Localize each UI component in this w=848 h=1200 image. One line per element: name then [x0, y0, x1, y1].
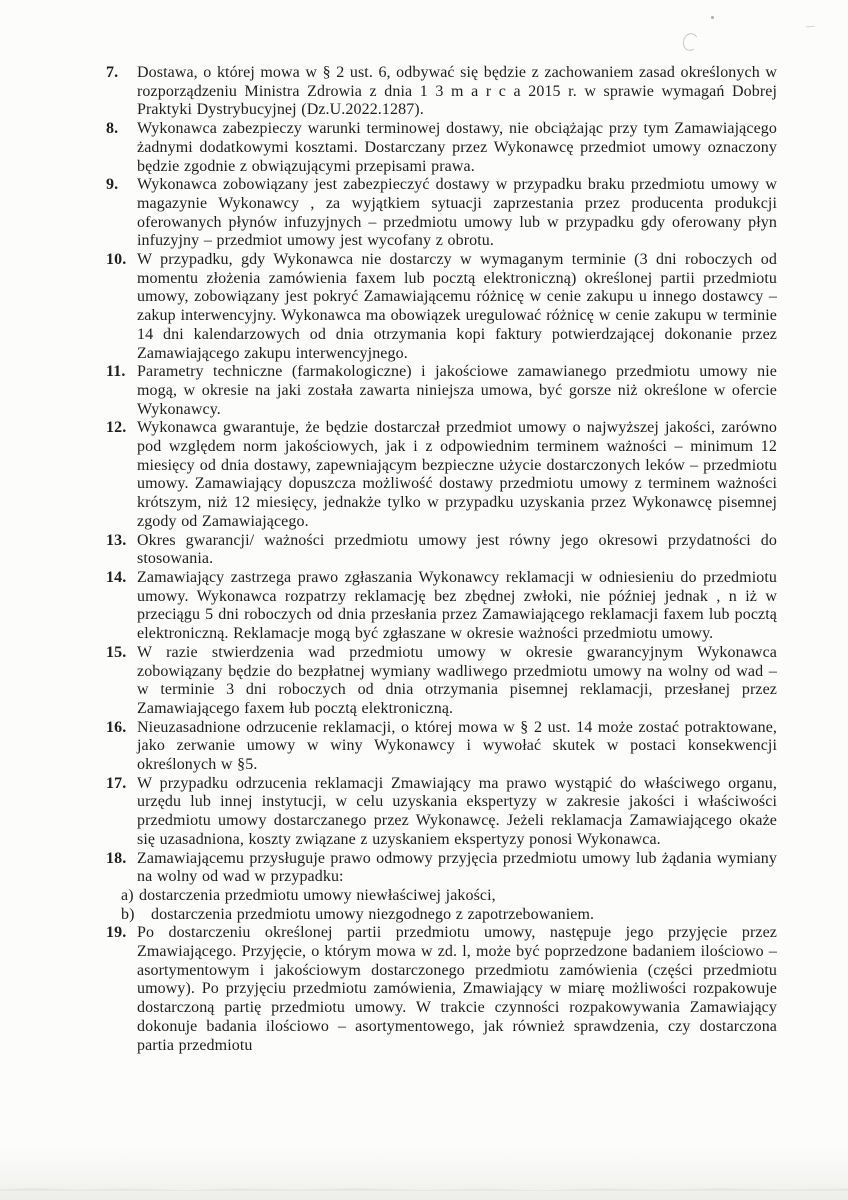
- contract-clause-8: [106, 120, 777, 176]
- subclause-letter: b): [121, 905, 135, 923]
- clause-text: Wykonawca zobowiązany jest zabezpieczyć dostawy w przypadku braku przedmiotu umowy w magazynie Wykonawcy , za wyjątkiem sytuacji zaprzestania przez producenta produkcji oferowanych płynów infuzyjnych – przedmiotu umowy lub w przypadku gdy oferowany płyn infuzyjny – przedmiot umowy jest wycofany z obrotu.: [137, 176, 777, 250]
- contract-clause-11: [106, 363, 777, 419]
- contract-clause-15: [106, 644, 777, 719]
- contract-clause-18a: [106, 887, 777, 906]
- clause-number: 16.: [106, 718, 127, 736]
- clause-number: 14.: [106, 568, 127, 586]
- subclause-text: dostarczenia przedmiotu umowy niewłaściwej jakości,: [139, 886, 496, 904]
- clause-number: 9.: [106, 176, 119, 194]
- clause-number: 12.: [106, 419, 127, 437]
- contract-clause-10: [106, 251, 777, 363]
- contract-clause-9: [106, 176, 777, 251]
- clause-text: Zamawiający zastrzega prawo zgłaszania Wykonawcy reklamacji w odniesieniu do przedmiotu umowy. Wykonawca rozpatrzy reklamację bez zbędnej zwłoki, nie później jednak , n iż w przeciągu 5 dni roboczych od dnia przesłania przez Zamawiającego reklamacji faxem lub pocztą elektroniczną. Reklamacje mogą być zgłaszane w okresie ważności przedmiotu umowy.: [137, 568, 777, 643]
- clause-number: 15.: [106, 643, 127, 661]
- contract-clause-17: [106, 775, 777, 850]
- subclause-text: dostarczenia przedmiotu umowy niezgodnego z zapotrzebowaniem.: [151, 905, 595, 923]
- clause-text: W przypadku, gdy Wykonawca nie dostarczy w wymaganym terminie (3 dni roboczych od momentu złożenia zamówienia faxem lub pocztą elektroniczną) określonej partii przedmiotu umowy, zobowiązany jest pokryć Zamawiającemu różnicę w cenie zakupu u innego dostawcy – zakup interwencyjny. Wykonawca ma obowiązek uregulować różnicę w cenie zakupu w terminie 14 dni kalendarzowych od dnia otrzymania kopi faktury potwierdzającej dokonanie przez Zamawiającego zakupu interwencyjnego.: [137, 251, 777, 362]
- clause-number: 18.: [106, 849, 127, 867]
- clause-number: 7.: [106, 64, 119, 81]
- contract-clause-19: [106, 924, 777, 1055]
- contract-clause-12: [106, 419, 777, 531]
- clause-number: 10.: [106, 251, 127, 269]
- clause-number: 13.: [106, 531, 127, 549]
- clause-text: Okres gwarancji/ ważności przedmiotu umowy jest równy jego okresowi przydatności do stosowania.: [137, 531, 777, 568]
- scan-speck-icon: [711, 16, 714, 19]
- contract-clause-list: [106, 64, 777, 1055]
- clause-text: Parametry techniczne (farmakologiczne) i jakościowe zamawianego przedmiotu umowy nie mogą, w okresie na jaki została zawarta niniejsza umowa, być gorsze niż określone w ofercie Wykonawcy.: [137, 363, 777, 418]
- clause-text: W przypadku odrzucenia reklamacji Zmawiający ma prawo wystąpić do właściwego organu, urzędu lub innej instytucji, w celu uzyskania ekspertyzy w zakresie jakości i właściwości przedmiotu umowy dostarczanego przez Wykonawcę. Jeżeli reklamacja Zamawiającego okaże się uzasadniona, koszty związane z uzyskaniem ekspertyzy ponosi Wykonawca.: [137, 774, 777, 848]
- clause-text: Zamawiającemu przysługuje prawo odmowy przyjęcia przedmiotu umowy lub żądania wymiany na wolny od wad w przypadku:: [137, 849, 777, 886]
- clause-text: Po dostarczeniu określonej partii przedmiotu umowy, następuje jego przyjęcie przez Zmawiającego. Przyjęcie, o którym mowa w zd. l, może być poprzedzone badaniem ilościowo – asortymentowym i jakościowym dostarczonego przedmiotu zamówienia (części przedmiotu umowy). Po przyjęciu przedmiotu zamówienia, Zmawiający w miarę możliwości rozpakowuje dostarczoną partię przedmiotu umowy. W trakcie czynności rozpakowywania Zamawiający dokonuje badania ilościowo – asortymentowego, jak również sprawdzenia, czy dostarczona partia przedmiotu: [137, 924, 777, 1054]
- contract-clause-16: [106, 719, 777, 775]
- scan-c-mark-icon: [681, 31, 700, 52]
- contract-clause-7: [106, 64, 777, 120]
- clause-text: Dostawa, o której mowa w § 2 ust. 6, odbywać się będzie z zachowaniem zasad określonych w rozporządzeniu Ministra Zdrowia z dnia 1 3 m a r c a 2015 r. w sprawie wymagań Dobrej Praktyki Dystrybucyjnej (Dz.U.2022.1287).: [137, 64, 777, 119]
- contract-clause-14: [106, 569, 777, 644]
- contract-clause-13: [106, 532, 777, 569]
- clause-number: 17.: [106, 774, 127, 792]
- clause-text: W razie stwierdzenia wad przedmiotu umowy w okresie gwarancyjnym Wykonawca zobowiązany będzie do bezpłatnej wymiany wadliwego przedmiotu umowy na wolny od wad – w terminie 3 dni roboczych od dnia otrzymania pisemnej reklamacji, przesłanej przez Zamawiającego faxem łub pocztą elektroniczną.: [137, 643, 777, 717]
- clause-number: 11.: [106, 363, 126, 381]
- clause-number: 19.: [106, 924, 127, 942]
- clause-text: Nieuzasadnione odrzucenie reklamacji, o której mowa w § 2 ust. 14 może zostać potraktowane, jako zerwanie umowy w winy Wykonawcy i wywołać skutek w postaci konsekwencji określonych w §5.: [137, 718, 777, 774]
- clause-text: Wykonawca zabezpieczy warunki terminowej dostawy, nie obciążając przy tym Zamawiającego żadnymi dodatkowymi kosztami. Dostarczany przez Wykonawcę przedmiot umowy oznaczony będzie zgodnie z obwiązującymi przepisami prawa.: [137, 120, 777, 175]
- contract-clause-18: [106, 850, 777, 887]
- clause-number: 8.: [106, 120, 119, 138]
- subclause-letter: a): [121, 886, 134, 904]
- scanner-bottom-edge: [0, 1146, 848, 1200]
- clause-text: Wykonawca gwarantuje, że będzie dostarczał przedmiot umowy o najwyższej jakości, zarówno pod względem norm jakościowych, jak i z odpowiednim terminem ważności – minimum 12 miesięcy od dnia dostawy, zapewniającym bezpieczne użycie dostarczonych leków – przedmiotu umowy. Zamawiający dopuszcza możliwość dostawy przedmiotu umowy z terminem ważności krótszym, niż 12 miesięcy, jednakże tylko w przypadku uzyskania przez Wykonawcę pisemnej zgody od Zamawiającego.: [137, 419, 777, 530]
- contract-clause-18b: [106, 906, 777, 925]
- scan-dash-icon: [806, 26, 815, 28]
